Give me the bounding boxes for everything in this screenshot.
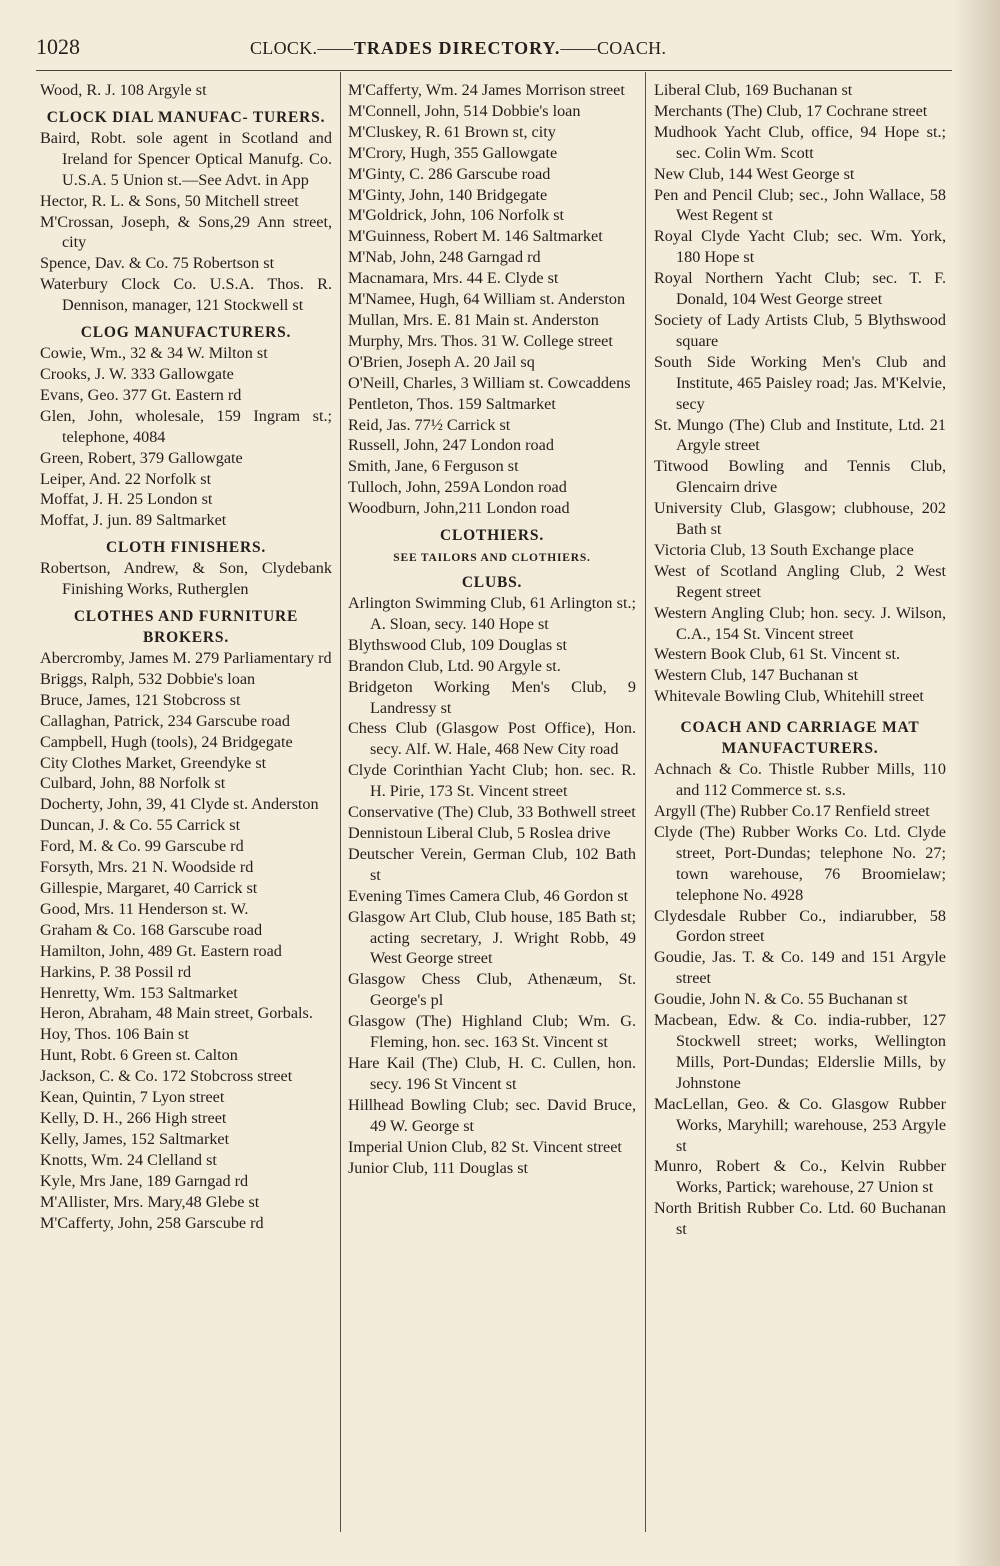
directory-entry: Argyll (The) Rubber Co.17 Renfield street — [654, 802, 930, 820]
directory-entry: M'Cluskey, R. 61 Brown st, city — [348, 122, 556, 141]
directory-entry: Brandon Club, Ltd. 90 Argyle st. — [348, 656, 561, 675]
directory-entry: Heron, Abraham, 48 Main street, Gorbals. — [40, 1004, 313, 1023]
directory-entry: Society of Lady Artists Club, 5 Blythswood square — [654, 310, 946, 350]
directory-entry: Whitevale Bowling Club, Whitehill street — [654, 687, 924, 706]
directory-entry: Harkins, P. 38 Possil rd — [40, 962, 192, 981]
directory-entry: Hunt, Robt. 6 Green st. Calton — [40, 1046, 238, 1065]
column-divider — [340, 72, 341, 1532]
directory-entry: Hoy, Thos. 106 Bain st — [40, 1025, 189, 1044]
directory-entry: Kelly, D. H., 266 High street — [40, 1108, 227, 1127]
directory-entry: Smith, Jane, 6 Ferguson st — [348, 457, 519, 476]
directory-entry: South Side Working Men's Club and Institute, 465 Paisley road; Jas. M'Kelvie, secy — [654, 352, 946, 413]
directory-entry: Arlington Swimming Club, 61 Arlington st.; A. Sloan, secy. 140 Hope st — [348, 594, 636, 633]
directory-entry: Pentleton, Thos. 159 Saltmarket — [348, 394, 556, 413]
directory-entry: Russell, John, 247 London road — [348, 436, 554, 455]
directory-entry: Victoria Club, 13 South Exchange place — [654, 540, 914, 559]
directory-entry: Blythswood Club, 109 Douglas st — [348, 635, 567, 654]
directory-entry: Ford, M. & Co. 99 Garscube rd — [40, 837, 244, 856]
section-heading: COACH AND CARRIAGE MAT MANUFACTURERS. — [680, 719, 920, 758]
directory-entry: Hillhead Bowling Club; sec. David Bruce, 49 W. George st — [348, 1095, 636, 1135]
directory-entry: Clyde (The) Rubber Works Co. Ltd. Clyde street, Port-Dundas; telephone No. 27; town warehouse, 76 Broomielaw; telephone No. 4928 — [654, 822, 946, 904]
directory-entry: Moffat, J. jun. 89 Saltmarket — [40, 511, 227, 530]
section-heading: CLOG MANUFACTURERS. — [80, 324, 292, 342]
directory-entry: Merchants (The) Club, 17 Cochrane street — [654, 101, 928, 120]
directory-entry: Green, Robert, 379 Gallowgate — [40, 448, 243, 467]
directory-entry: Crooks, J. W. 333 Gallowgate — [40, 364, 234, 383]
running-title-center: TRADES DIRECTORY. — [353, 38, 561, 58]
page-edge-shadow — [952, 0, 1000, 1566]
directory-entry: Western Club, 147 Buchanan st — [654, 666, 859, 685]
directory-entry: Goudie, John N. & Co. 55 Buchanan st — [654, 990, 908, 1009]
directory-entry: Evans, Geo. 377 Gt. Eastern rd — [40, 385, 242, 404]
section-heading: CLOTH FINISHERS. — [105, 539, 267, 557]
directory-entry: Briggs, Ralph, 532 Dobbie's loan — [40, 669, 256, 688]
directory-entry: Royal Northern Yacht Club; sec. T. F. Donald, 104 West George street — [654, 269, 946, 309]
directory-entry: Royal Clyde Yacht Club; sec. Wm. York, 180 Hope st — [654, 227, 946, 267]
directory-entry: Western Book Club, 61 St. Vincent st. — [654, 645, 901, 664]
directory-entry: M'Crory, Hugh, 355 Gallowgate — [348, 143, 558, 162]
directory-entry: Achnach & Co. Thistle Rubber Mills, 110 and 112 Commerce st. s.s. — [654, 760, 946, 800]
directory-entry: West of Scotland Angling Club, 2 West Regent street — [654, 561, 946, 601]
cross-reference-note: SEE TAILORS AND CLOTHIERS. — [393, 552, 591, 565]
directory-entry: MacLellan, Geo. & Co. Glasgow Rubber Works, Maryhill; warehouse, 253 Argyle st — [654, 1094, 946, 1155]
directory-entry: Jackson, C. & Co. 172 Stobcross street — [40, 1067, 293, 1086]
running-title: CLOCK.——TRADES DIRECTORY.——COACH. — [250, 38, 667, 58]
directory-entry: Cowie, Wm., 32 & 34 W. Milton st — [40, 344, 268, 363]
directory-entry: Mullan, Mrs. E. 81 Main st. Anderston — [348, 310, 599, 329]
directory-entry: Imperial Union Club, 82 St. Vincent street — [348, 1137, 622, 1156]
directory-entry: Bridgeton Working Men's Club, 9 Landressy st — [348, 677, 636, 717]
section-heading: CLOTHIERS. — [439, 527, 545, 545]
directory-entry: Conservative (The) Club, 33 Bothwell street — [348, 803, 636, 822]
directory-entry: Pen and Pencil Club; sec., John Wallace, 58 West Regent st — [654, 185, 946, 225]
directory-entry: Macbean, Edw. & Co. india-rubber, 127 Stockwell street; works, Wellington Mills, Port-Dundas; Elderslie Mills, by Johnstone — [654, 1011, 946, 1092]
directory-entry: Munro, Robert & Co., Kelvin Rubber Works, Partick; warehouse, 27 Union st — [654, 1157, 946, 1197]
directory-entry: M'Namee, Hugh, 64 William st. Anderston — [348, 290, 626, 309]
directory-entry: Baird, Robt. sole agent in Scotland and Ireland for Spencer Optical Manufg. Co. U.S.A. 5 Union st.—See Advt. in App — [40, 128, 332, 189]
directory-entry: M'Connell, John, 514 Dobbie's loan — [348, 101, 581, 120]
directory-entry: Junior Club, 111 Douglas st — [348, 1158, 529, 1177]
directory-entry: Deutscher Verein, German Club, 102 Bath st — [348, 844, 636, 884]
directory-entry: Kelly, James, 152 Saltmarket — [40, 1129, 230, 1148]
directory-entry: Spence, Dav. & Co. 75 Robertson st — [40, 254, 275, 273]
directory-entry: Murphy, Mrs. Thos. 31 W. College street — [348, 331, 613, 350]
directory-entry: Henretty, Wm. 153 Saltmarket — [40, 983, 238, 1002]
directory-entry: Waterbury Clock Co. U.S.A. Thos. R. Dennison, manager, 121 Stockwell st — [40, 275, 332, 315]
column-divider — [645, 72, 646, 1532]
directory-entry: M'Crossan, Joseph, & Sons,29 Ann street, city — [40, 212, 332, 252]
directory-entry: Wood, R. J. 108 Argyle st — [40, 81, 207, 99]
directory-entry: Leiper, And. 22 Norfolk st — [40, 469, 212, 488]
directory-entry: St. Mungo (The) Club and Institute, Ltd. 21 Argyle street — [654, 415, 946, 455]
directory-entry: Hare Kail (The) Club, H. C. Cullen, hon. secy. 196 St Vincent st — [348, 1053, 636, 1093]
directory-entry: Clyde Corinthian Yacht Club; hon. sec. R. H. Pirie, 173 St. Vincent street — [348, 761, 636, 801]
running-title-left: CLOCK. — [250, 38, 318, 58]
section-heading: CLUBS. — [461, 574, 523, 592]
column-right — [654, 80, 946, 1240]
directory-entry: Dennistoun Liberal Club, 5 Roslea drive — [348, 824, 611, 842]
directory-entry: Docherty, John, 39, 41 Clyde st. Anderston — [40, 795, 319, 814]
running-title-right: COACH. — [596, 38, 667, 58]
directory-entry: M'Guinness, Robert M. 146 Saltmarket — [348, 227, 603, 246]
directory-entry: Duncan, J. & Co. 55 Carrick st — [40, 816, 241, 835]
directory-entry: Mudhook Yacht Club, office, 94 Hope st.; sec. Colin Wm. Scott — [654, 122, 946, 162]
directory-entry: Glasgow (The) Highland Club; Wm. G. Fleming, hon. sec. 163 St. Vincent st — [348, 1012, 636, 1052]
directory-entry: Campbell, Hugh (tools), 24 Bridgegate — [40, 732, 293, 751]
directory-entry: Woodburn, John,211 London road — [348, 499, 570, 518]
directory-entry: Kyle, Mrs Jane, 189 Garngad rd — [40, 1171, 249, 1190]
directory-entry: North British Rubber Co. Ltd. 60 Buchanan st — [654, 1199, 946, 1239]
directory-entry: M'Nab, John, 248 Garngad rd — [348, 248, 541, 267]
page-header — [36, 34, 740, 64]
directory-entry: Glasgow Art Club, Club house, 185 Bath st; acting secretary, J. Wright Robb, 49 West George street — [348, 907, 636, 968]
directory-entry: O'Neill, Charles, 3 William st. Cowcaddens — [348, 373, 631, 392]
directory-entry: Glasgow Chess Club, Athenæum, St. George's pl — [348, 970, 636, 1010]
directory-entry: O'Brien, Joseph A. 20 Jail sq — [348, 352, 535, 371]
directory-entry: Titwood Bowling and Tennis Club, Glencairn drive — [654, 457, 946, 497]
directory-entry: Goudie, Jas. T. & Co. 149 and 151 Argyle street — [654, 948, 946, 988]
directory-entry: Chess Club (Glasgow Post Office), Hon. secy. Alf. W. Hale, 468 New City road — [348, 719, 636, 759]
directory-entry: Evening Times Camera Club, 46 Gordon st — [348, 886, 629, 905]
directory-entry: Gillespie, Margaret, 40 Carrick st — [40, 879, 258, 897]
directory-entry: Reid, Jas. 77½ Carrick st — [348, 415, 511, 434]
directory-entry: Western Angling Club; hon. secy. J. Wilson, C.A., 154 St. Vincent street — [654, 603, 946, 643]
directory-entry: Forsyth, Mrs. 21 N. Woodside rd — [40, 858, 254, 877]
directory-entry: City Clothes Market, Greendyke st — [40, 753, 267, 772]
directory-entry: Clydesdale Rubber Co., indiarubber, 58 Gordon street — [654, 906, 946, 946]
directory-entry: Good, Mrs. 11 Henderson st. W. — [40, 899, 249, 918]
directory-entry: M'Cafferty, Wm. 24 James Morrison street — [348, 81, 625, 99]
section-heading: CLOTHES AND FURNITURE BROKERS. — [73, 608, 299, 647]
directory-entry: Moffat, J. H. 25 London st — [40, 490, 213, 509]
directory-entry: Kean, Quintin, 7 Lyon street — [40, 1088, 225, 1107]
directory-entry: Knotts, Wm. 24 Clelland st — [40, 1150, 217, 1169]
directory-entry: Hector, R. L. & Sons, 50 Mitchell street — [40, 191, 299, 210]
directory-entry: Macnamara, Mrs. 44 E. Clyde st — [348, 269, 559, 288]
directory-entry: New Club, 144 West George st — [654, 164, 855, 183]
directory-entry: Glen, John, wholesale, 159 Ingram st.; telephone, 4084 — [40, 406, 332, 446]
directory-entry: Callaghan, Patrick, 234 Garscube road — [40, 711, 290, 730]
directory-entry: Tulloch, John, 259A London road — [348, 478, 567, 497]
directory-entry: Robertson, Andrew, & Son, Clydebank Finishing Works, Rutherglen — [40, 559, 332, 599]
directory-entry: M'Cafferty, John, 258 Garscube rd — [40, 1213, 264, 1232]
directory-entry: M'Allister, Mrs. Mary,48 Glebe st — [40, 1192, 260, 1211]
directory-entry: M'Ginty, John, 140 Bridgegate — [348, 185, 548, 204]
directory-entry: University Club, Glasgow; clubhouse, 202 Bath st — [654, 499, 946, 539]
directory-entry: Graham & Co. 168 Garscube road — [40, 920, 263, 939]
page-number: 1028 — [36, 34, 80, 59]
directory-entry: M'Goldrick, John, 106 Norfolk st — [348, 206, 565, 225]
directory-entry: Liberal Club, 169 Buchanan st — [654, 81, 853, 99]
column-middle — [348, 80, 636, 1178]
directory-entry: Culbard, John, 88 Norfolk st — [40, 774, 226, 793]
directory-entry: M'Ginty, C. 286 Garscube road — [348, 164, 551, 183]
directory-entry: Bruce, James, 121 Stobcross st — [40, 690, 241, 709]
header-rule — [36, 70, 952, 71]
column-left — [40, 80, 332, 1233]
directory-entry: Abercromby, James M. 279 Parliamentary rd — [40, 649, 332, 668]
directory-entry: Hamilton, John, 489 Gt. Eastern road — [40, 941, 282, 960]
section-heading: CLOCK DIAL MANUFAC- TURERS. — [46, 108, 326, 126]
